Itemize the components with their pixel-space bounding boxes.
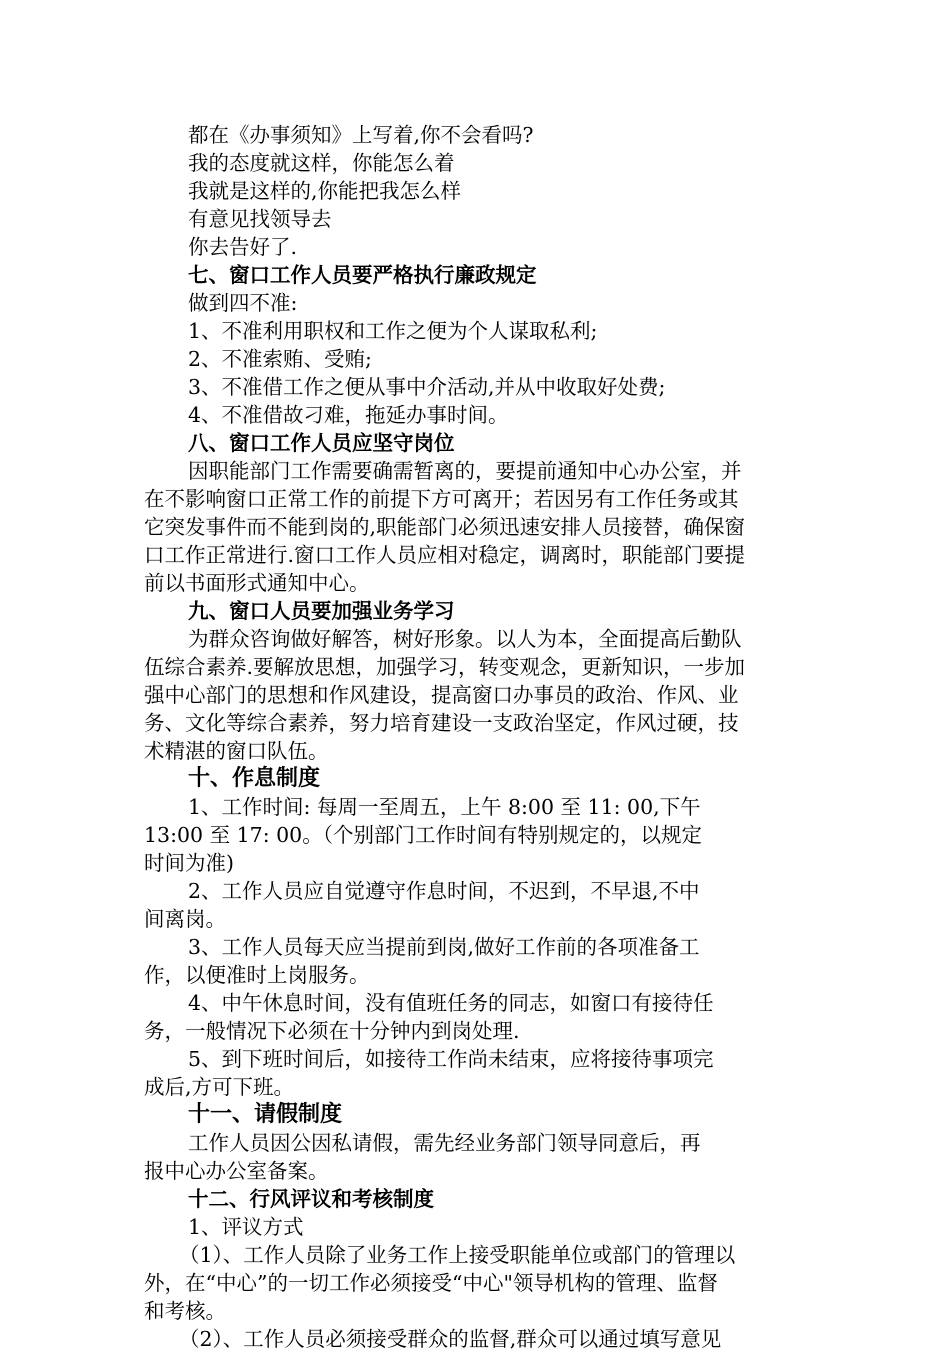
text-line: 工作人员因公因私请假，需先经业务部门领导同意后，再: [188, 1131, 701, 1155]
text-line: 4、中午休息时间，没有值班任务的同志，如窗口有接待任: [188, 991, 714, 1015]
text-line: 务、文化等综合素养，努力培育建设一支政治坚定，作风过硬，技: [144, 711, 739, 735]
text-line: 务，一般情况下必须在十分钟内到岗处理.: [144, 1019, 520, 1043]
text-line: 因职能部门工作需要确需暂离的，要提前通知中心办公室，并: [188, 459, 742, 483]
text-line: 13:00 至 17: 00。（个别部门工作时间有特别规定的，以规定: [144, 823, 702, 847]
text-line: 我就是这样的,你能把我怎么样: [188, 179, 462, 203]
text-line: 口工作正常进行.窗口工作人员应相对稳定，调离时，职能部门要提: [144, 543, 746, 567]
text-line: 你去告好了.: [188, 235, 298, 259]
section-heading-12: 十二、行风评议和考核制度: [188, 1187, 434, 1211]
section-heading-9: 九、窗口人员要加强业务学习: [188, 599, 455, 623]
text-line: 报中心办公室备案。: [144, 1159, 329, 1183]
text-line: 和考核。: [144, 1299, 226, 1323]
text-line: （1）、工作人员除了业务工作上接受职能单位或部门的管理以: [179, 1243, 736, 1267]
text-line: 时间为准): [144, 851, 234, 875]
list-item: 1、不准利用职权和工作之便为个人谋取私利;: [188, 319, 598, 343]
section-heading-8: 八、窗口工作人员应坚守岗位: [188, 431, 455, 455]
text-line: 它突发事件而不能到岗的,职能部门必须迅速安排人员接替，确保窗: [144, 515, 746, 539]
text-line: 术精湛的窗口队伍。: [144, 739, 329, 763]
text-line: 为群众咨询做好解答，树好形象。以人为本，全面提高后勤队: [188, 627, 742, 651]
text-line: 作，以便准时上岗服务。: [144, 963, 370, 987]
text-line: 伍综合素养.要解放思想，加强学习，转变观念，更新知识，一步加: [144, 655, 746, 679]
text-line: 前以书面形式通知中心。: [144, 571, 370, 595]
list-item: 4、不准借故刁难，拖延办事时间。: [188, 403, 509, 427]
text-line: 1、工作时间: 每周一至周五，上午 8:00 至 11: 00,下午: [188, 795, 701, 819]
text-line: 在不影响窗口正常工作的前提下方可离开；若因另有工作任务或其: [144, 487, 739, 511]
text-line: 我的态度就这样，你能怎么着: [188, 151, 455, 175]
document-body: [144, 121, 806, 1353]
text-line: 外，在“中心”的一切工作必须接受“中心"领导机构的管理、监督: [144, 1271, 718, 1295]
text-line: 都在《办事须知》上写着,你不会看吗?: [188, 123, 534, 147]
section-lead: 做到四不准:: [188, 291, 298, 315]
text-line: 强中心部门的思想和作风建设，提高窗口办事员的政治、作风、业: [144, 683, 739, 707]
text-line: 3、工作人员每天应当提前到岗,做好工作前的各项准备工: [188, 935, 700, 959]
list-item: 2、不准索贿、受贿;: [188, 347, 372, 371]
section-heading-7: 七、窗口工作人员要严格执行廉政规定: [188, 263, 537, 287]
text-line: （2）、工作人员必须接受群众的监督,群众可以通过填写意见: [179, 1327, 722, 1351]
list-item: 3、不准借工作之便从事中介活动,并从中收取好处费;: [188, 375, 666, 399]
text-line: 2、工作人员应自觉遵守作息时间，不迟到，不早退,不中: [188, 879, 700, 903]
text-line: 成后,方可下班。: [144, 1075, 295, 1099]
text-line: 5、到下班时间后，如接待工作尚未结束，应将接待事项完: [188, 1047, 714, 1071]
section-heading-10: 十、作息制度: [188, 766, 321, 791]
section-heading-11: 十一、请假制度: [188, 1102, 343, 1127]
subheading: 1、评议方式: [188, 1215, 304, 1239]
text-line: 间离岗。: [144, 907, 226, 931]
text-line: 有意见找领导去: [188, 207, 332, 231]
